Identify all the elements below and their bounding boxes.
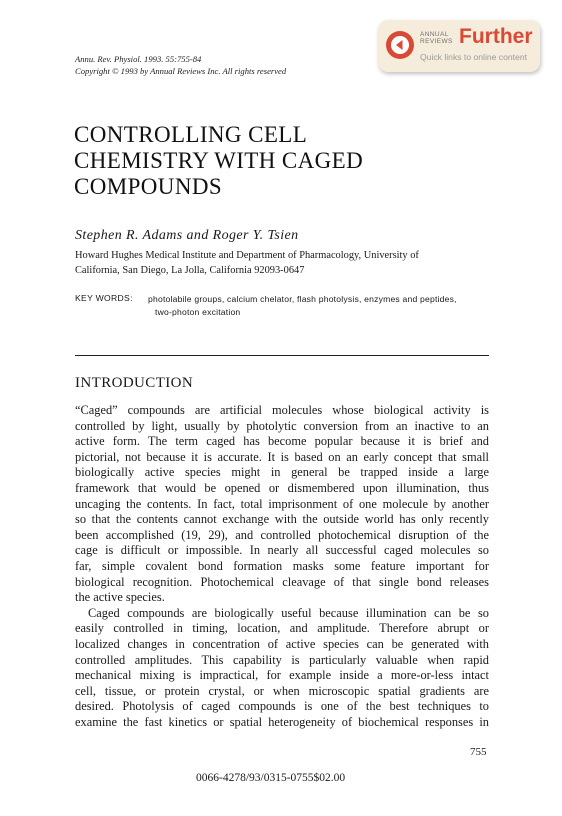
section-heading: INTRODUCTION (75, 375, 194, 391)
body-line: been accomplished (19, 29), and controlled photochemical disruption of the (75, 527, 489, 542)
body-line: localized changes in concentration of active species can be generated with (75, 636, 489, 651)
body-line: examine the fast kinetics or spatial heterogeneity of biochemical responses in (75, 714, 489, 729)
journal-citation-block (75, 53, 286, 77)
body-line: far, simple covalent bond formation masks some feature important for (75, 558, 489, 573)
further-label: Further (459, 25, 533, 48)
body-line: “Caged” compounds are artificial molecules whose biological activity is (75, 403, 489, 417)
article-authors: Stephen R. Adams and Roger Y. Tsien (75, 228, 299, 243)
page-number: 755 (470, 746, 487, 758)
body-line: controlled by light, usually by photolytic conversion from an inactive to an (75, 418, 489, 433)
section-divider (75, 355, 489, 356)
author-affiliation (75, 248, 419, 278)
journal-citation: Annu. Rev. Physiol. 1993. 55:755-84 (75, 54, 202, 64)
title-line: CHEMISTRY WITH CAGED (74, 148, 364, 173)
keywords-line: photolabile groups, calcium chelator, flash photolysis, enzymes and peptides, (148, 294, 457, 304)
body-line: the active species. (75, 590, 165, 605)
copyright-notice: Copyright © 1993 by Annual Reviews Inc. All rights reserved (75, 66, 287, 76)
body-line: easily controlled in timing, location, and amplitude. Therefore abrupt or (75, 621, 489, 636)
body-line: cell, tissue, or protein crystal, or when microscopic spatial gradients are (75, 683, 489, 698)
body-line: mechanical mixing is impractical, for example inside a more-or-less intact (75, 668, 489, 683)
article-title (74, 122, 363, 200)
body-line: uncaging the contents. In fact, total imprisonment of one molecule by another (75, 496, 489, 511)
body-line: so that the contents cannot exchange with the outside world has only recently (75, 512, 489, 527)
further-tagline: Quick links to online content (420, 52, 528, 62)
article-code: 0066-4278/93/0315-0755$02.00 (196, 772, 346, 784)
body-line: controlled amplitudes. This capability is particularly valuable when rapid (75, 652, 489, 667)
title-line: COMPOUNDS (74, 174, 223, 199)
body-line: pictorial, not because it is accurate. It is based on an early concept that small (75, 449, 489, 464)
body-line: active form. The term caged has become popular because it is brief and (75, 434, 489, 449)
further-links-badge[interactable] (378, 20, 540, 72)
keywords-list (148, 293, 457, 319)
affiliation-line: California, San Diego, La Jolla, California 92093-0647 (75, 265, 305, 276)
body-line: desired. Photolysis of caged compounds is one of the best techniques to (75, 699, 489, 714)
body-line: Caged compounds are biologically useful because illumination can be so (88, 605, 489, 620)
annual-reviews-logo: ANNUAL REVIEWS (420, 31, 453, 45)
affiliation-line: Howard Hughes Medical Institute and Department of Pharmacology, University of (75, 250, 419, 261)
keywords-label: KEY WORDS: (75, 293, 133, 303)
keywords-line: two-photon excitation (155, 307, 241, 317)
body-line: biologically active species might in general be trapped inside a large (75, 465, 489, 480)
body-line: cage is difficult or impossible. In nearly all successful caged molecules so (75, 543, 489, 558)
play-arrow-icon[interactable] (386, 31, 414, 59)
introduction-body (75, 403, 489, 730)
body-line: framework that would be opened or dismembered upon illumination, thus (75, 480, 489, 495)
title-line: CONTROLLING CELL (74, 122, 308, 147)
body-line: biological recognition. Photochemical cleavage of that single bond releases (75, 574, 489, 589)
